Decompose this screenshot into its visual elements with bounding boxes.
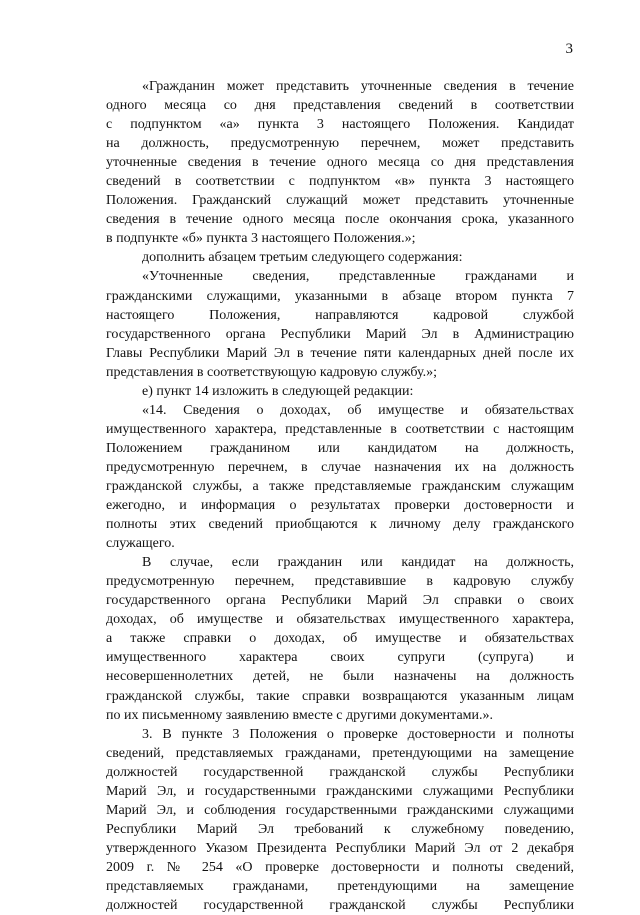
- document-body: [106, 77, 574, 915]
- paragraph: [106, 248, 574, 267]
- text-line: по их письменному заявлению вместе с другими документами.».: [106, 707, 494, 723]
- text-line: должностей государственной гражданской службы Республики: [106, 764, 574, 780]
- text-line: «14. Сведения о доходах, об имуществе и обязательствах: [142, 402, 574, 418]
- text-line: Марий Эл, и государственными гражданскими служащими Республики: [106, 783, 574, 799]
- paragraph: [106, 382, 574, 401]
- text-line: несовершеннолетних детей, не были назначены на должность: [106, 669, 574, 685]
- page-number: 3: [565, 41, 573, 57]
- text-line: государственного органа Республики Марий Эл в Администрацию: [106, 326, 574, 342]
- paragraph: [106, 553, 574, 724]
- text-line: государственного органа Республики Марий Эл справки о своих: [106, 593, 574, 609]
- text-line: Положением гражданином или кандидатом на должность,: [106, 440, 574, 456]
- text-line: представления в соответствующую кадровую службу.»;: [106, 364, 437, 380]
- text-line: на должность, предусмотренную перечнем, может представить: [106, 136, 574, 152]
- text-line: предусмотренную перечнем, в случае назначения их на должность: [106, 459, 574, 475]
- text-line: сведений в соответствии с подпунктом «в» пункта 3 настоящего: [106, 174, 574, 190]
- text-line: Марий Эл, и соблюдения государственными гражданскими служащими: [106, 802, 574, 818]
- text-line: в подпункте «б» пункта 3 настоящего Положения.»;: [106, 231, 416, 247]
- text-line: Республики Марий Эл требований к служебному поведению,: [106, 821, 574, 837]
- text-line: «Гражданин может представить уточненные сведения в течение: [142, 79, 574, 94]
- text-line: утвержденного Указом Президента Республики Марий Эл от 2 декабря: [106, 840, 574, 856]
- paragraph: [106, 401, 574, 553]
- text-line: гражданской службы, а также представляемые гражданским служащим: [106, 478, 574, 494]
- text-line: дополнить абзацем третьим следующего содержания:: [142, 250, 463, 266]
- text-line: Главы Республики Марий Эл в течение пяти календарных дней после их: [106, 345, 574, 361]
- text-line: Положения. Гражданский служащий может представить уточненные: [106, 193, 574, 209]
- text-line: сведений, представляемых гражданами, претендующими на замещение: [106, 745, 574, 761]
- text-line: уточненные сведения в течение одного месяца со дня представления: [106, 155, 574, 171]
- text-line: настоящего Положения, направляются кадровой службой: [106, 307, 574, 323]
- text-line: имущественного характера своих супруги (супруга) и: [106, 650, 574, 666]
- paragraph: [106, 77, 574, 248]
- text-line: доходах, об имуществе и обязательствах имущественного характера,: [106, 612, 574, 628]
- paragraph: [106, 725, 574, 915]
- text-line: полноты этих сведений приобщаются к личному делу гражданского: [106, 517, 574, 533]
- text-line: имущественного характера, представленные в соответствии с настоящим: [106, 421, 574, 437]
- text-line: В случае, если гражданин или кандидат на должность,: [142, 555, 574, 571]
- text-line: должностей государственной гражданской службы Республики: [106, 898, 574, 914]
- text-line: 2009 г. № 254 «О проверке достоверности и полноты сведений,: [106, 859, 574, 875]
- text-line: е) пункт 14 изложить в следующей редакции:: [142, 383, 414, 399]
- text-line: а также справки о доходах, об имуществе и обязательствах: [106, 631, 574, 647]
- text-line: сведения в течение одного месяца после окончания срока, указанного: [106, 212, 574, 228]
- text-line: служащего.: [106, 536, 175, 552]
- text-line: ежегодно, и информация о результатах проверки достоверности и: [106, 498, 574, 514]
- text-line: гражданскими служащими, указанными в абзаце втором пункта 7: [106, 288, 574, 304]
- text-line: предусмотренную перечнем, представившие в кадровую службу: [106, 574, 574, 590]
- paragraph: [106, 267, 574, 381]
- text-line: представляемых гражданами, претендующими на замещение: [106, 878, 574, 894]
- text-line: «Уточненные сведения, представленные гражданами и: [142, 269, 574, 285]
- text-line: с подпунктом «а» пункта 3 настоящего Положения. Кандидат: [106, 117, 574, 133]
- text-line: 3. В пункте 3 Положения о проверке достоверности и полноты: [142, 726, 574, 742]
- text-line: одного месяца со дня представления сведений в соответствии: [106, 98, 574, 114]
- text-line: гражданской службы, такие справки возвращаются указанным лицам: [106, 688, 574, 704]
